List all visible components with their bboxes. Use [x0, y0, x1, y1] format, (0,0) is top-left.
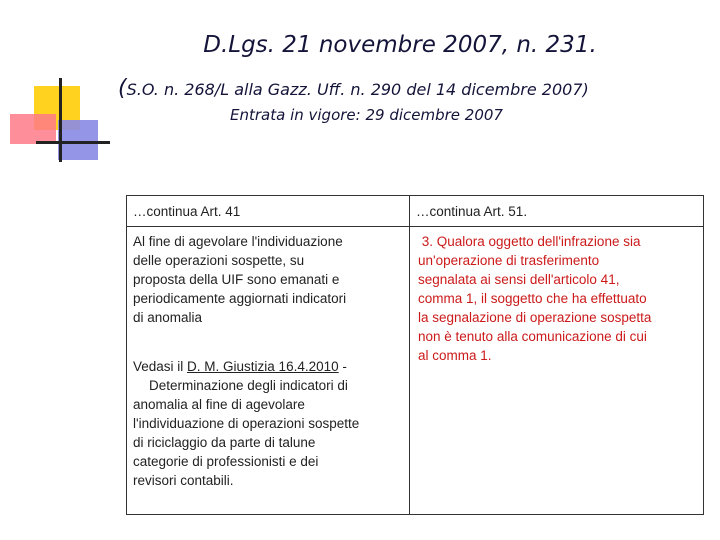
- text-line: segnalata ai sensi dell'articolo 41,: [418, 272, 620, 287]
- left-paragraph-2: [133, 357, 403, 490]
- text-line: revisori contabili.: [133, 473, 234, 488]
- right-cell: [418, 232, 700, 365]
- page-title: D.Lgs. 21 novembre 2007, n. 231.: [203, 32, 597, 58]
- text-line: non è tenuto alla comunicazione di cui: [418, 329, 647, 344]
- decor-red-square: [10, 114, 56, 144]
- decree-reference-link[interactable]: D. M. Giustizia 16.4.2010: [187, 359, 339, 374]
- text-line: di riciclaggio da parte di talune: [133, 435, 316, 450]
- vedasi-prefix: Vedasi il: [133, 359, 188, 374]
- left-cell: [133, 232, 403, 490]
- entrata-in-vigore: Entrata in vigore: 29 dicembre 2007: [230, 106, 503, 124]
- text-line: categorie di professionisti e dei: [133, 454, 319, 469]
- vedasi-line: [133, 357, 403, 376]
- row-divider: [127, 226, 703, 227]
- decor-vertical-line: [59, 78, 62, 162]
- text-line: comma 1, il soggetto che ha effettuato: [418, 291, 647, 306]
- column-divider: [409, 196, 410, 514]
- text-line: delle operazioni sospette, su: [133, 253, 305, 268]
- left-column-header: …continua Art. 41: [133, 204, 241, 219]
- text-line: proposta della UIF sono emanati e: [133, 272, 340, 287]
- text-line: periodicamente aggiornati indicatori: [133, 291, 347, 306]
- text-line: l'individuazione di operazioni sospette: [133, 416, 360, 431]
- page-subtitle: [118, 76, 589, 101]
- text-line: Al fine di agevolare l'individuazione: [133, 234, 343, 249]
- left-paragraph-1: [133, 232, 403, 327]
- vedasi-suffix: -: [338, 359, 347, 374]
- text-line: la segnalazione di operazione sospetta: [418, 310, 652, 325]
- text-line: Determinazione degli indicatori di: [149, 378, 348, 393]
- subtitle-paren: (: [118, 76, 127, 101]
- right-column-header: …continua Art. 51.: [416, 204, 528, 219]
- text-line: anomalia al fine di agevolare: [133, 397, 305, 412]
- text-line: di anomalia: [133, 310, 203, 325]
- articles-table: [126, 195, 704, 515]
- decor-blue-square: [58, 120, 98, 160]
- decor-horizontal-line: [36, 141, 110, 144]
- subtitle-text: S.O. n. 268/L alla Gazz. Uff. n. 290 del 14 dicembre 2007): [126, 80, 589, 99]
- text-line: 3. Qualora oggetto dell'infrazione sia: [418, 234, 641, 249]
- text-line: un'operazione di trasferimento: [418, 253, 600, 268]
- text-line: al comma 1.: [418, 348, 492, 363]
